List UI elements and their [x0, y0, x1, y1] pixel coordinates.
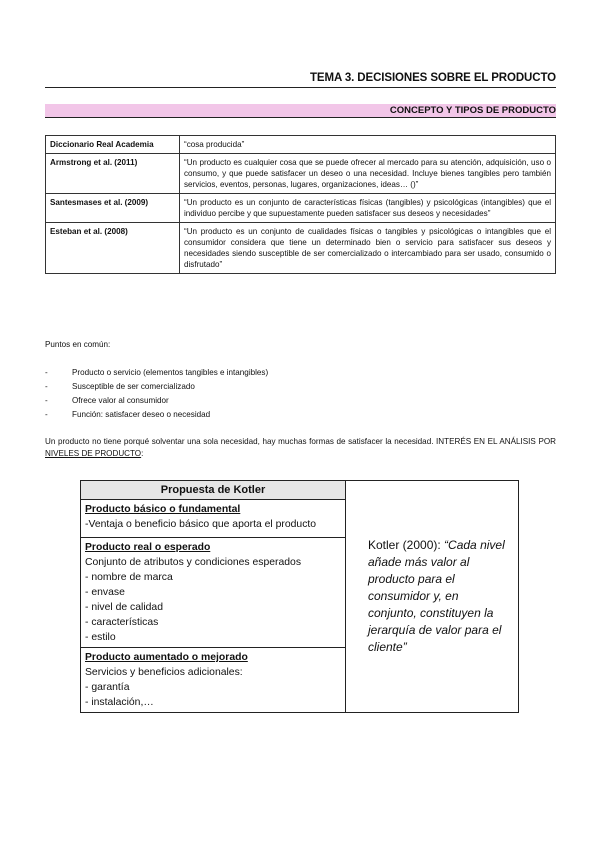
paragraph-text: Un producto no tiene porqué solventar una sola necesidad, hay muchas formas de satisfacer la necesidad. INTERÉS EN EL ANÁLISIS POR — [45, 437, 556, 446]
augmented-product-line: - instalación,… — [85, 697, 154, 708]
kotler-levels-column — [81, 481, 346, 712]
levels-underlined: NIVELES DE PRODUCTO — [45, 448, 142, 458]
real-product-line: - características — [85, 616, 159, 628]
paragraph-tail: : — [141, 448, 144, 458]
augmented-product-line: - garantía — [85, 682, 130, 693]
table-row — [46, 223, 556, 274]
real-product-line: - nivel de calidad — [85, 601, 163, 613]
augmented-product-title: Producto aumentado o mejorado — [85, 652, 248, 663]
basic-product-block — [81, 500, 345, 538]
section-subtitle: CONCEPTO Y TIPOS DE PRODUCTO — [45, 104, 556, 118]
list-dash: - — [45, 382, 48, 391]
definition-author: Armstrong et al. (2011) — [46, 154, 180, 194]
definition-author: Santesmases et al. (2009) — [46, 194, 180, 223]
document-title: TEMA 3. DECISIONES SOBRE EL PRODUCTO — [45, 72, 556, 88]
list-item-text: Producto o servicio (elementos tangibles e intangibles) — [72, 368, 269, 377]
real-product-block — [81, 538, 345, 648]
kotler-quote-text: “Cada nivel añade más valor al producto para el consumidor y, en conjunto, constituyen la jerarquía de valor para el cliente” — [368, 538, 505, 654]
real-product-line: - envase — [85, 586, 125, 598]
table-row — [46, 154, 556, 194]
kotler-quote-prefix: Kotler (2000): — [368, 538, 445, 552]
augmented-product-block — [81, 648, 345, 712]
list-item — [45, 366, 268, 380]
definitions-table — [45, 135, 556, 274]
common-points-label: Puntos en común: — [45, 340, 111, 349]
list-item-text: Susceptible de ser comercializado — [72, 382, 195, 391]
real-product-line: - nombre de marca — [85, 571, 173, 583]
real-product-line: Conjunto de atributos y condiciones esperados — [85, 556, 302, 568]
table-row — [46, 136, 556, 154]
list-item-text: Función: satisfacer deseo o necesidad — [72, 410, 211, 419]
kotler-quote — [368, 537, 506, 656]
augmented-product-line: Servicios y beneficios adicionales: — [85, 667, 243, 678]
table-row — [46, 194, 556, 223]
list-dash: - — [45, 396, 48, 405]
list-item-text: Ofrece valor al consumidor — [72, 396, 169, 405]
kotler-table — [80, 480, 519, 713]
definition-quote: “cosa producida” — [180, 136, 556, 154]
real-product-line: - estilo — [85, 631, 116, 643]
definition-quote: “Un producto es cualquier cosa que se puede ofrecer al mercado para su atención, adquisición, uso o consumo, y que puede satisfacer un deseo o una necesidad. Incluye bienes tangibles pero también servicios, eventos, personas, lugares, organizaciones, ideas… ()” — [180, 154, 556, 194]
levels-paragraph — [45, 436, 556, 459]
definition-quote: “Un producto es un conjunto de características físicas (tangibles) y psicológicas (intangibles) que el individuo percibe y que supuestamente pueden satisfacer sus deseos y necesidades” — [180, 194, 556, 223]
basic-product-title: Producto básico o fundamental — [85, 504, 241, 515]
list-item — [45, 380, 268, 394]
basic-product-line: -Ventaja o beneficio básico que aporta el producto — [85, 519, 317, 530]
list-dash: - — [45, 368, 48, 377]
kotler-quote-cell — [346, 481, 518, 712]
common-points-list — [45, 366, 268, 422]
definition-author: Esteban et al. (2008) — [46, 223, 180, 274]
list-dash: - — [45, 410, 48, 419]
real-product-title: Producto real o esperado — [85, 541, 211, 553]
definition-author: Diccionario Real Academia — [46, 136, 180, 154]
definition-quote: “Un producto es un conjunto de cualidades físicas o tangibles y psicológicas o intangibles que el consumidor considera que tiene un determinado bien o servicio para satisfacer sus deseos y necesidades siendo susceptible de ser comercializado o intercambiado para ser usado, consumido o disfrutado” — [180, 223, 556, 274]
list-item — [45, 394, 268, 408]
list-item — [45, 408, 268, 422]
kotler-heading: Propuesta de Kotler — [81, 481, 345, 500]
